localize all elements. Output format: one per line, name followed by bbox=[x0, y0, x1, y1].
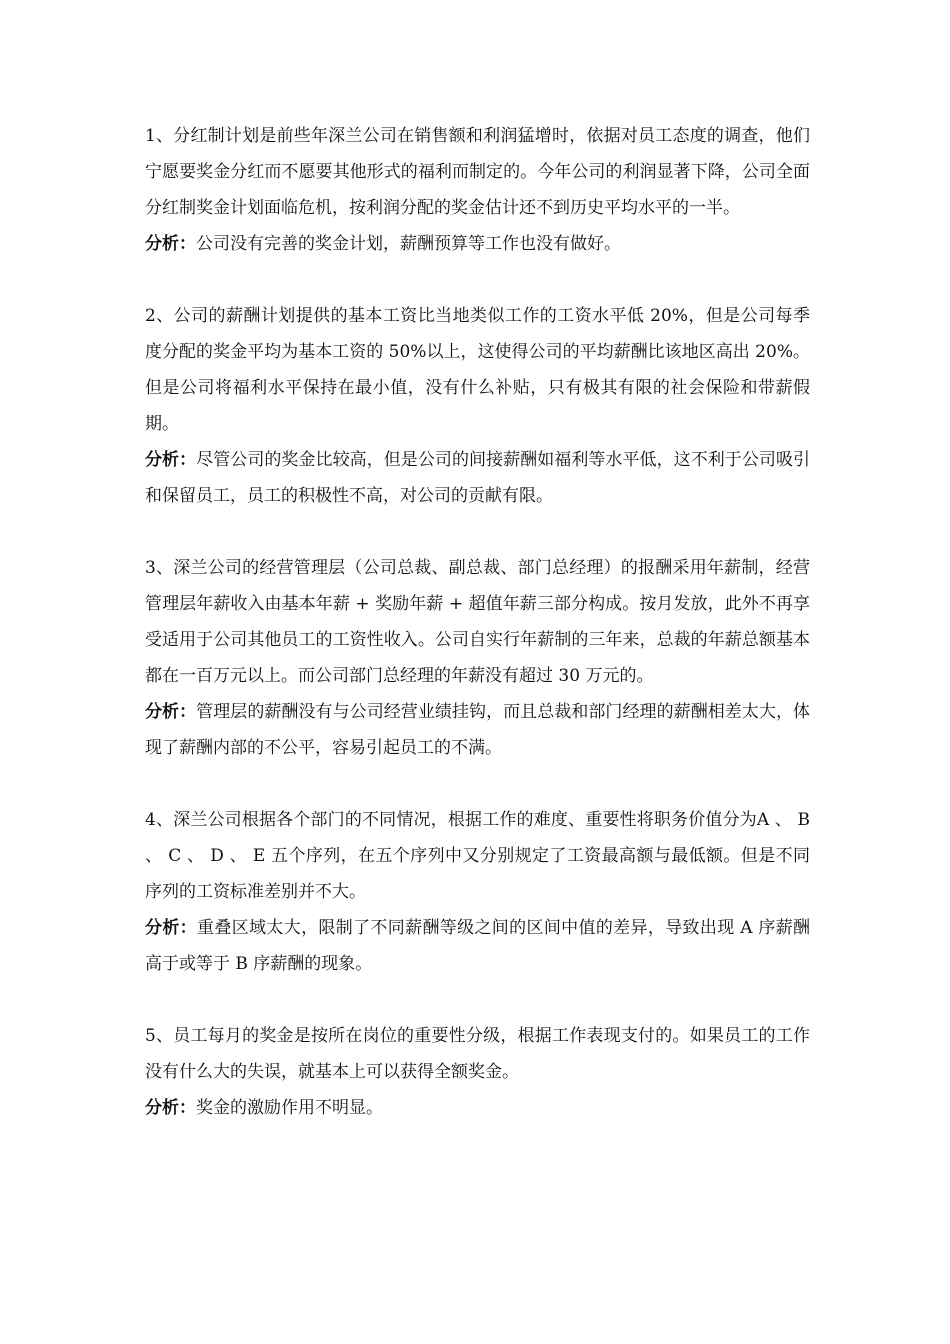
case-item-5 bbox=[145, 1018, 810, 1126]
analysis-paragraph bbox=[145, 694, 810, 766]
case-text: 4、深兰公司根据各个部门的不同情况，根据工作的难度、重要性将职务价值分为A 、 B 、 C 、 D 、 E 五个序列，在五个序列中又分别规定了工资最高额与最低额。但是不同序列的工资标准差别并不大。 bbox=[145, 810, 810, 902]
analysis-text: 重叠区域太大，限制了不同薪酬等级之间的区间中值的差异，导致出现 A 序薪酬高于或等于 B 序薪酬的现象。 bbox=[145, 918, 811, 974]
case-item-4 bbox=[145, 802, 810, 982]
analysis-paragraph bbox=[145, 226, 810, 262]
analysis-label: 分析： bbox=[145, 234, 196, 254]
case-text: 5、员工每月的奖金是按所在岗位的重要性分级，根据工作表现支付的。如果员工的工作没有什么大的失误，就基本上可以获得全额奖金。 bbox=[145, 1026, 810, 1082]
analysis-label: 分析： bbox=[145, 918, 198, 938]
case-text: 3、深兰公司的经营管理层（公司总裁、副总裁、部门总经理）的报酬采用年薪制，经营管理层年薪收入由基本年薪 + 奖励年薪 + 超值年薪三部分构成。按月发放，此外不再享受适用于公司其他员工的工资性收入。公司自实行年薪制的三年来，总裁的年薪总额基本都在一百万元以上。而公司部门总经理的年薪没有超过 30 万元的。 bbox=[145, 558, 810, 686]
case-item-3 bbox=[145, 550, 810, 766]
case-text: 1、分红制计划是前些年深兰公司在销售额和利润猛增时，依据对员工态度的调查，他们宁愿要奖金分红而不愿要其他形式的福利而制定的。今年公司的利润显著下降，公司全面分红制奖金计划面临危机，按利润分配的奖金估计还不到历史平均水平的一半。 bbox=[145, 126, 810, 218]
case-text: 2、公司的薪酬计划提供的基本工资比当地类似工作的工资水平低 20%，但是公司每季度分配的奖金平均为基本工资的 50%以上，这使得公司的平均薪酬比该地区高出 20%。但是公司将福利水平保持在最小值，没有什么补贴，只有极其有限的社会保险和带薪假期。 bbox=[145, 306, 810, 434]
analysis-label: 分析： bbox=[145, 450, 197, 470]
analysis-text: 奖金的激励作用不明显。 bbox=[196, 1098, 383, 1118]
analysis-text: 尽管公司的奖金比较高，但是公司的间接薪酬如福利等水平低，这不利于公司吸引和保留员工，员工的积极性不高，对公司的贡献有限。 bbox=[145, 450, 811, 506]
case-item-2 bbox=[145, 298, 810, 514]
analysis-paragraph bbox=[145, 910, 810, 982]
analysis-paragraph bbox=[145, 442, 810, 514]
analysis-label: 分析： bbox=[145, 702, 197, 722]
analysis-label: 分析： bbox=[145, 1098, 196, 1118]
case-item-1 bbox=[145, 118, 810, 262]
analysis-text: 管理层的薪酬没有与公司经营业绩挂钩，而且总裁和部门经理的薪酬相差太大，体现了薪酬内部的不公平，容易引起员工的不满。 bbox=[145, 702, 811, 758]
document-body bbox=[145, 118, 810, 1162]
analysis-text: 公司没有完善的奖金计划，薪酬预算等工作也没有做好。 bbox=[196, 234, 621, 254]
analysis-paragraph bbox=[145, 1090, 810, 1126]
